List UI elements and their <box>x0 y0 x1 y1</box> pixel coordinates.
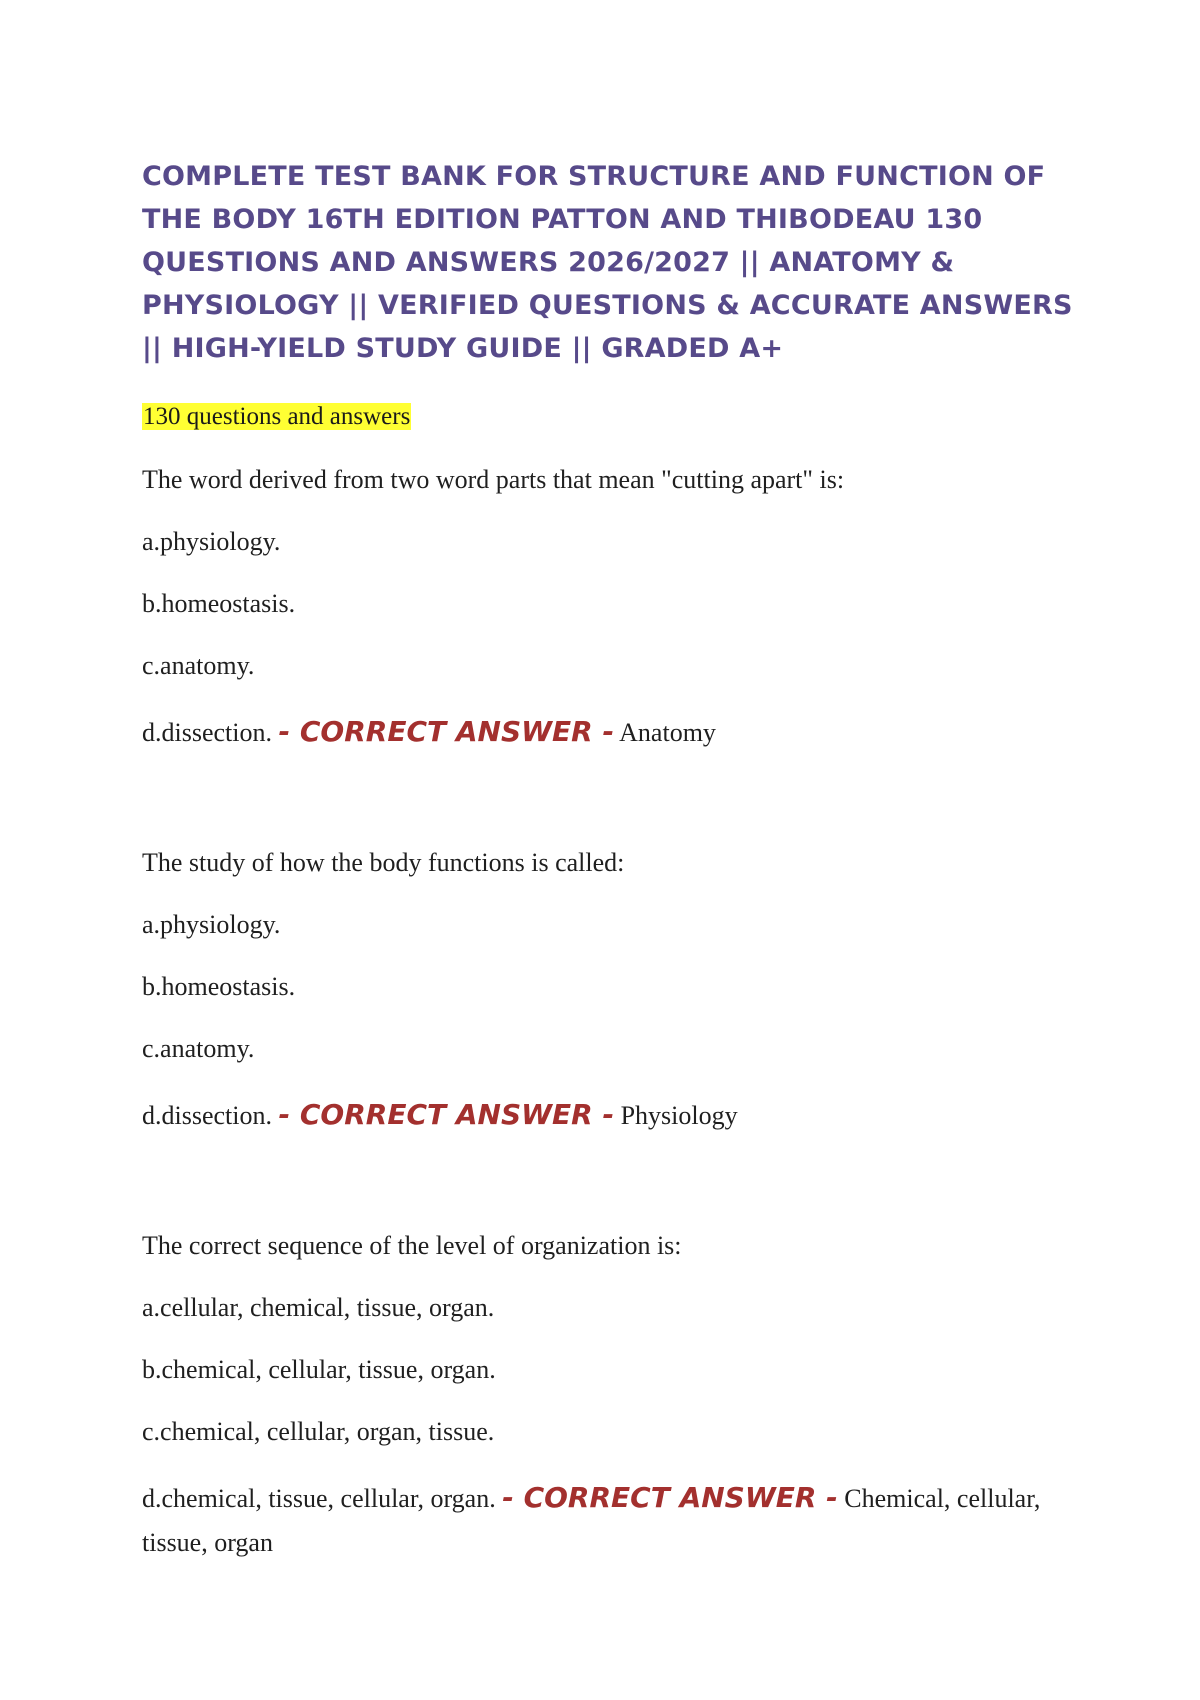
option-c: c.anatomy. <box>142 1034 255 1063</box>
document-title: COMPLETE TEST BANK FOR STRUCTURE AND FUNCTION OF THE BODY 16TH EDITION PATTON AND THIBODEAU 130 QUESTIONS AND ANSWERS 2026/2027 || ANATOMY & PHYSIOLOGY || VERIFIED QUESTIONS & ACCURATE ANSWERS || HIGH-YIELD STUDY GUIDE || GRADED A+ <box>142 161 1073 364</box>
option-d-with-answer <box>142 710 1082 755</box>
correct-answer-text: Physiology <box>620 1101 738 1130</box>
option-d: d.dissection. <box>142 718 272 747</box>
highlight-line <box>142 400 1082 434</box>
option-c: c.anatomy. <box>142 651 255 680</box>
option-d-with-answer <box>142 1476 1082 1565</box>
option-b: b.homeostasis. <box>142 972 296 1001</box>
correct-answer-marker: - CORRECT ANSWER - <box>278 715 615 748</box>
correct-answer-marker: - CORRECT ANSWER - <box>278 1098 615 1131</box>
highlighted-subtitle: 130 questions and answers <box>143 403 411 430</box>
question-2 <box>142 845 1082 1138</box>
correct-answer-text: Chemical, cellular, tissue, organ <box>142 1484 1041 1557</box>
option-d-with-answer <box>142 1093 1082 1138</box>
question-text: The correct sequence of the level of organization is: <box>142 1231 682 1260</box>
option-a: a.physiology. <box>142 910 281 939</box>
option-a: a.cellular, chemical, tissue, organ. <box>142 1293 495 1322</box>
option-c: c.chemical, cellular, organ, tissue. <box>142 1417 495 1446</box>
question-text: The word derived from two word parts that mean "cutting apart" is: <box>142 465 845 494</box>
correct-answer-marker: - CORRECT ANSWER - <box>502 1481 838 1514</box>
document-page <box>142 155 1082 1565</box>
question-3 <box>142 1228 1082 1565</box>
option-d: d.chemical, tissue, cellular, organ. <box>142 1484 496 1513</box>
question-text: The study of how the body functions is called: <box>142 848 625 877</box>
correct-answer-text: Anatomy <box>619 718 716 747</box>
option-d: d.dissection. <box>142 1101 272 1130</box>
question-1 <box>142 462 1082 755</box>
option-b: b.homeostasis. <box>142 589 296 618</box>
option-a: a.physiology. <box>142 527 281 556</box>
option-b: b.chemical, cellular, tissue, organ. <box>142 1355 496 1384</box>
